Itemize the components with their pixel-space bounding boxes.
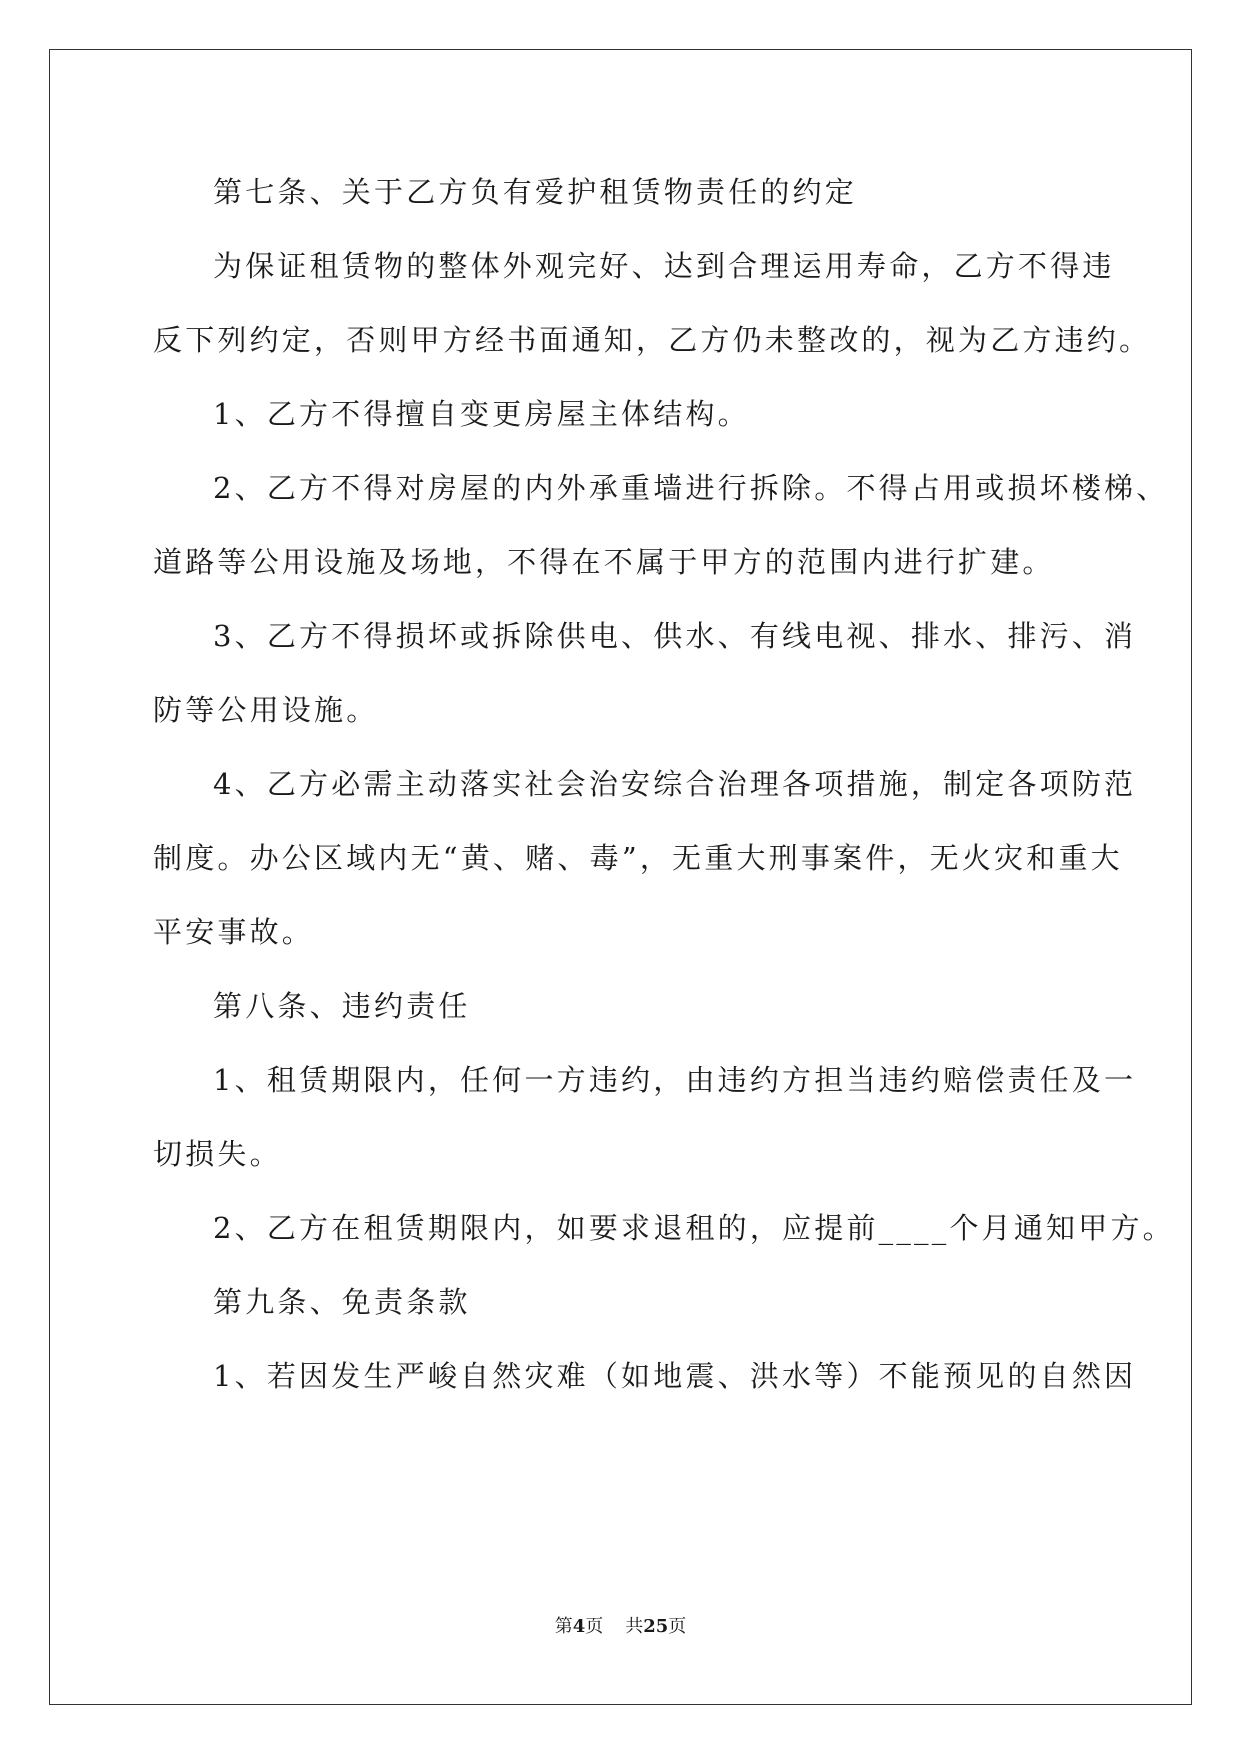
page-footer <box>0 1615 1241 1639</box>
paragraph-line: 平安事故。 <box>153 915 315 949</box>
paragraph-line: 3、乙方不得损坏或拆除供电、供水、有线电视、排水、排污、消 <box>213 619 1137 653</box>
heading-article-8: 第八条、违约责任 <box>213 989 471 1023</box>
paragraph-line: 2、乙方在租赁期限内，如要求退租的，应提前____个月通知甲方。 <box>213 1211 1175 1245</box>
paragraph-line: 为保证租赁物的整体外观完好、达到合理运用寿命，乙方不得违 <box>213 249 1115 283</box>
paragraph-line: 2、乙方不得对房屋的内外承重墙进行拆除。不得占用或损坏楼梯、 <box>213 471 1169 505</box>
heading-article-9: 第九条、免责条款 <box>213 1285 471 1319</box>
paragraph-line: 防等公用设施。 <box>153 693 379 727</box>
paragraph-line: 4、乙方必需主动落实社会治安综合治理各项措施，制定各项防范 <box>213 767 1137 801</box>
paragraph-line: 1、若因发生严峻自然灾难（如地震、洪水等）不能预见的自然因 <box>213 1359 1137 1393</box>
total-suffix: 页 <box>668 1616 687 1637</box>
heading-article-7: 第七条、关于乙方负有爱护租赁物责任的约定 <box>213 175 858 209</box>
paragraph-line: 1、租赁期限内，任何一方违约，由违约方担当违约赔偿责任及一 <box>213 1063 1137 1097</box>
paragraph-line: 1、乙方不得擅自变更房屋主体结构。 <box>213 397 750 431</box>
total-pages: 25 <box>643 1616 669 1637</box>
paragraph-line: 制度。办公区域内无“黄、赌、毒”，无重大刑事案件，无火灾和重大 <box>153 841 1123 875</box>
total-prefix: 共 <box>625 1616 644 1637</box>
paragraph-line: 道路等公用设施及场地，不得在不属于甲方的范围内进行扩建。 <box>153 545 1055 579</box>
paragraph-line: 切损失。 <box>153 1137 282 1171</box>
paragraph-line: 反下列约定，否则甲方经书面通知，乙方仍未整改的，视为乙方违约。 <box>153 323 1152 357</box>
page-number: 4 <box>572 1616 586 1637</box>
page-suffix: 页 <box>585 1616 604 1637</box>
page-prefix: 第 <box>554 1616 573 1637</box>
